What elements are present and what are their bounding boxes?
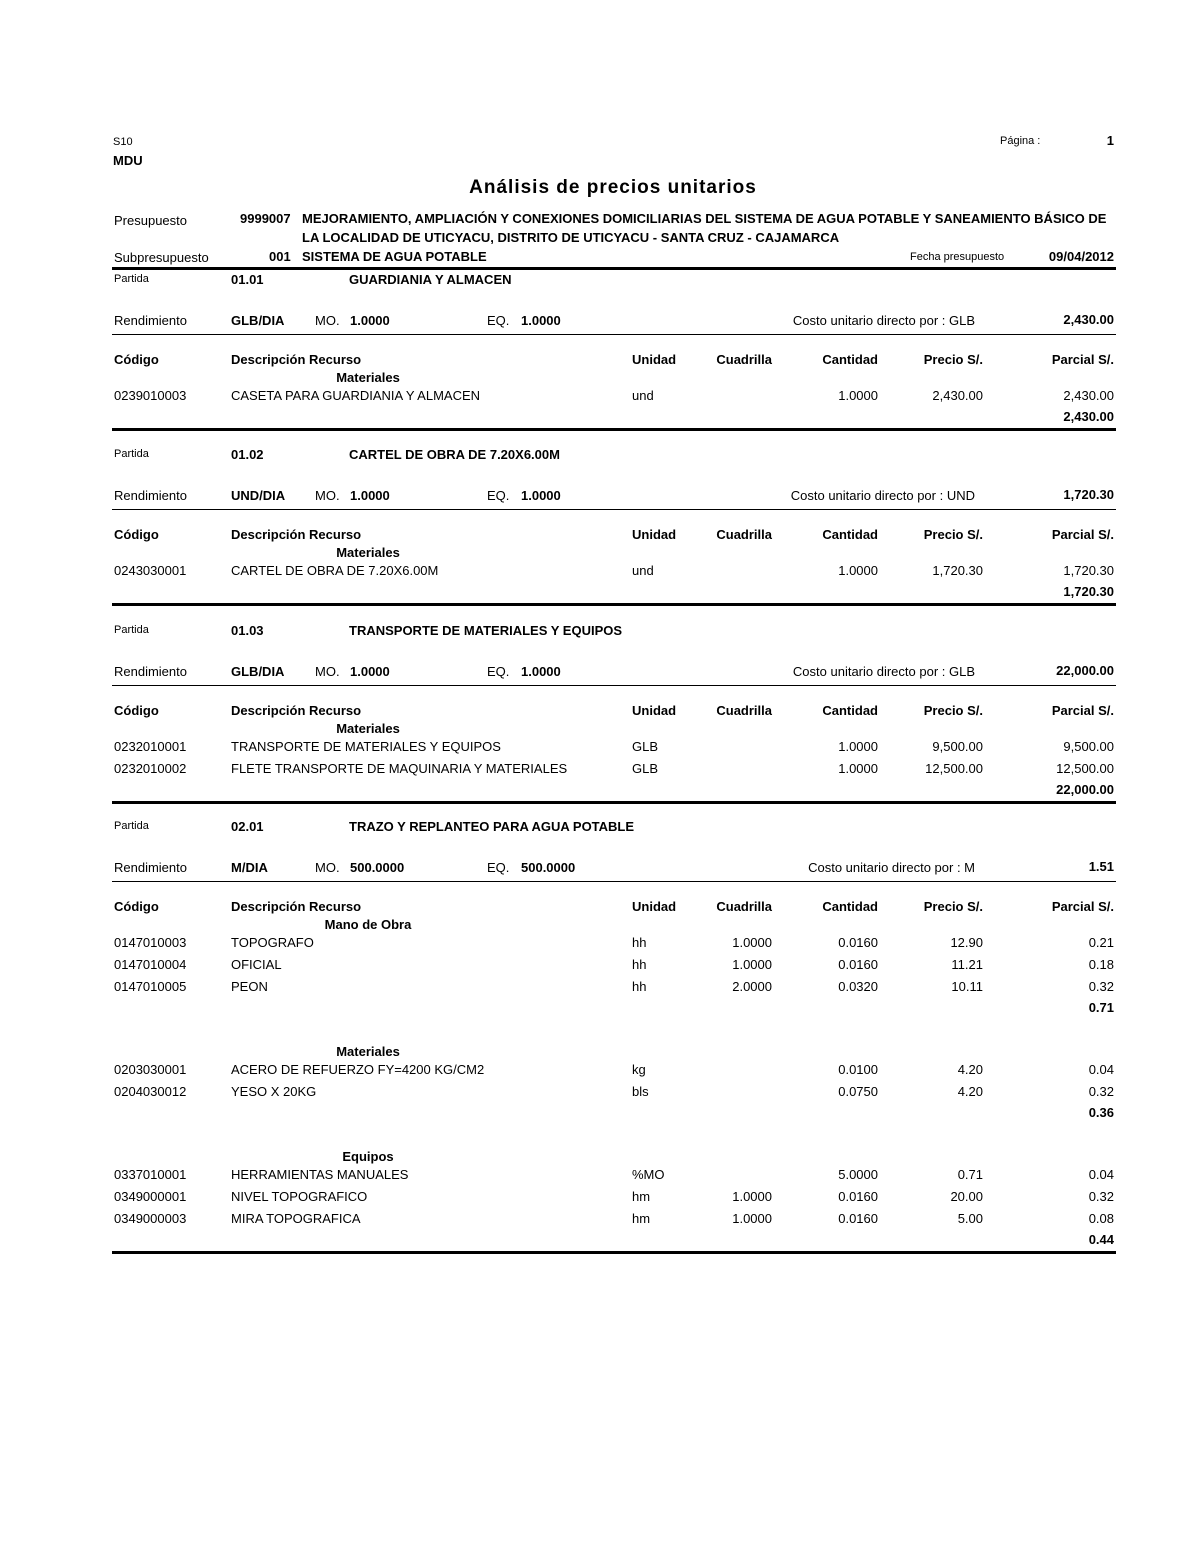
partida-divider [112,801,1116,804]
item-cantidad: 5.0000 [838,1167,878,1182]
partida-label: Partida [114,820,149,832]
item-parcial: 12,500.00 [1056,761,1114,776]
item-unidad: kg [632,1062,646,1077]
item-codigo: 0349000001 [114,1189,187,1204]
item-codigo: 0337010001 [114,1167,187,1182]
partida-divider [112,1251,1116,1254]
fecha-label: Fecha presupuesto [910,251,1005,263]
mo-label: MO. [315,860,340,875]
rendimiento-unit: UND/DIA [231,488,286,503]
item-unidad: und [632,563,654,578]
partida-name: TRANSPORTE DE MATERIALES Y EQUIPOS [349,623,623,638]
item-codigo: 0232010001 [114,739,187,754]
item-descripcion: CARTEL DE OBRA DE 7.20X6.00M [231,563,439,578]
item-cantidad: 1.0000 [838,563,878,578]
company-label: MDU [113,153,143,168]
group-subtotal: 22,000.00 [1056,782,1114,797]
item-codigo: 0147010004 [114,957,187,972]
item-descripcion: CASETA PARA GUARDIANIA Y ALMACEN [231,388,481,403]
mo-value: 1.0000 [350,664,390,679]
mo-value: 1.0000 [350,488,390,503]
partida-label: Partida [114,448,149,460]
eq-label: EQ. [487,313,510,328]
page-title: Análisis de precios unitarios [469,177,757,198]
item-codigo: 0204030012 [114,1084,187,1099]
item-precio: 9,500.00 [932,739,983,754]
col-header-unidad: Unidad [632,899,677,914]
col-header-descripcion: Descripción Recurso [231,352,362,367]
col-header-descripcion: Descripción Recurso [231,899,362,914]
rendimiento-label: Rendimiento [114,860,187,875]
rendimiento-divider [112,509,1116,510]
group-subtotal: 1,720.30 [1063,584,1114,599]
item-codigo: 0147010003 [114,935,187,950]
page-number: 1 [1106,133,1114,148]
item-descripcion: TOPOGRAFO [231,935,314,950]
item-descripcion: FLETE TRANSPORTE DE MAQUINARIA Y MATERIALES [231,761,568,776]
partida-code: 01.01 [231,272,264,287]
rendimiento-label: Rendimiento [114,488,187,503]
item-codigo: 0239010003 [114,388,187,403]
eq-label: EQ. [487,488,510,503]
rendimiento-label: Rendimiento [114,664,187,679]
item-unidad: bls [632,1084,649,1099]
costo-unitario-value: 2,430.00 [1063,312,1114,327]
item-cantidad: 0.0100 [838,1062,878,1077]
item-unidad: GLB [632,761,659,776]
col-header-cuadrilla: Cuadrilla [716,703,772,718]
item-cuadrilla: 1.0000 [732,935,772,950]
item-precio: 2,430.00 [932,388,983,403]
col-header-precio: Precio S/. [923,703,983,718]
group-title: Materiales [336,1044,400,1059]
item-cantidad: 0.0160 [838,957,878,972]
item-descripcion: HERRAMIENTAS MANUALES [231,1167,409,1182]
item-cantidad: 0.0320 [838,979,878,994]
col-header-cantidad: Cantidad [822,703,878,718]
item-parcial: 0.32 [1088,1084,1114,1099]
partida-label: Partida [114,273,149,285]
item-unidad: hm [632,1189,651,1204]
item-precio: 1,720.30 [932,563,983,578]
item-cantidad: 1.0000 [838,761,878,776]
col-header-unidad: Unidad [632,352,677,367]
presupuesto-desc-line2: LA LOCALIDAD DE UTICYACU, DISTRITO DE UTICYACU - SANTA CRUZ - CAJAMARCA [302,230,840,245]
col-header-parcial: Parcial S/. [1051,899,1114,914]
partida-name: TRAZO Y REPLANTEO PARA AGUA POTABLE [349,819,635,834]
rendimiento-divider [112,334,1116,335]
col-header-unidad: Unidad [632,527,677,542]
col-header-cuadrilla: Cuadrilla [716,899,772,914]
col-header-cuadrilla: Cuadrilla [716,527,772,542]
item-descripcion: NIVEL TOPOGRAFICO [231,1189,368,1204]
group-title: Equipos [342,1149,394,1164]
group-subtotal: 0.44 [1088,1232,1114,1247]
page-label: Página : [1000,135,1041,147]
col-header-parcial: Parcial S/. [1051,703,1114,718]
col-header-parcial: Parcial S/. [1051,352,1114,367]
item-parcial: 9,500.00 [1063,739,1114,754]
item-cantidad: 0.0160 [838,935,878,950]
mo-value: 1.0000 [350,313,390,328]
costo-unitario-label: Costo unitario directo por : M [808,860,975,875]
costo-unitario-value: 1.51 [1088,859,1114,874]
item-cuadrilla: 1.0000 [732,957,772,972]
col-header-cantidad: Cantidad [822,352,878,367]
group-subtotal: 0.36 [1088,1105,1114,1120]
partida-code: 01.03 [231,623,264,638]
item-cuadrilla: 1.0000 [732,1211,772,1226]
eq-value: 1.0000 [521,664,561,679]
mo-label: MO. [315,313,340,328]
col-header-descripcion: Descripción Recurso [231,703,362,718]
rendimiento-divider [112,881,1116,882]
rendimiento-unit: M/DIA [231,860,268,875]
item-descripcion: ACERO DE REFUERZO FY=4200 KG/CM2 [231,1062,485,1077]
group-subtotal: 0.71 [1088,1000,1114,1015]
item-parcial: 0.08 [1088,1211,1114,1226]
item-precio: 4.20 [957,1062,983,1077]
col-header-cantidad: Cantidad [822,899,878,914]
item-unidad: und [632,388,654,403]
eq-value: 1.0000 [521,313,561,328]
col-header-codigo: Código [114,527,159,542]
item-parcial: 0.21 [1088,935,1114,950]
costo-unitario-value: 1,720.30 [1063,487,1114,502]
group-subtotal: 2,430.00 [1063,409,1114,424]
item-parcial: 2,430.00 [1063,388,1114,403]
item-descripcion: YESO X 20KG [231,1084,317,1099]
group-title: Materiales [336,721,400,736]
item-descripcion: PEON [231,979,268,994]
partida-name: CARTEL DE OBRA DE 7.20X6.00M [349,447,560,462]
item-parcial: 0.04 [1088,1062,1114,1077]
col-header-precio: Precio S/. [923,899,983,914]
mo-label: MO. [315,488,340,503]
partida-name: GUARDIANIA Y ALMACEN [349,272,512,287]
col-header-precio: Precio S/. [923,527,983,542]
item-precio: 11.21 [951,957,983,972]
costo-unitario-label: Costo unitario directo por : GLB [792,664,975,679]
presupuesto-desc-line1: MEJORAMIENTO, AMPLIACIÓN Y CONEXIONES DOMICILIARIAS DEL SISTEMA DE AGUA POTABLE Y SANEAMIENTO BÁSICO DE [302,211,1107,226]
item-unidad: hh [632,957,647,972]
rendimiento-divider [112,685,1116,686]
group-title: Materiales [336,545,400,560]
item-unidad: hm [632,1211,651,1226]
col-header-cuadrilla: Cuadrilla [716,352,772,367]
item-precio: 12.90 [950,935,983,950]
col-header-unidad: Unidad [632,703,677,718]
item-unidad: %MO [632,1167,665,1182]
rendimiento-unit: GLB/DIA [231,313,285,328]
costo-unitario-label: Costo unitario directo por : GLB [792,313,975,328]
mo-label: MO. [315,664,340,679]
presupuesto-code: 9999007 [240,211,291,226]
item-descripcion: OFICIAL [231,957,282,972]
rendimiento-label: Rendimiento [114,313,187,328]
subpresupuesto-label: Subpresupuesto [114,250,209,265]
item-unidad: hh [632,979,647,994]
item-precio: 5.00 [957,1211,983,1226]
item-unidad: hh [632,935,647,950]
mo-value: 500.0000 [350,860,405,875]
item-descripcion: TRANSPORTE DE MATERIALES Y EQUIPOS [231,739,501,754]
item-codigo: 0243030001 [114,563,187,578]
item-parcial: 0.18 [1088,957,1114,972]
item-cantidad: 0.0160 [838,1189,878,1204]
item-codigo: 0203030001 [114,1062,187,1077]
item-cantidad: 1.0000 [838,739,878,754]
item-parcial: 0.32 [1088,1189,1114,1204]
item-precio: 12,500.00 [925,761,983,776]
presupuesto-label: Presupuesto [114,213,187,228]
group-title: Mano de Obra [324,917,412,932]
item-unidad: GLB [632,739,659,754]
item-codigo: 0349000003 [114,1211,187,1226]
eq-label: EQ. [487,860,510,875]
eq-value: 1.0000 [521,488,561,503]
eq-label: EQ. [487,664,510,679]
col-header-codigo: Código [114,899,159,914]
costo-unitario-label: Costo unitario directo por : UND [790,488,975,503]
eq-value: 500.0000 [521,860,576,875]
item-cantidad: 1.0000 [838,388,878,403]
item-precio: 4.20 [957,1084,983,1099]
item-precio: 10.11 [951,979,983,994]
header-divider [112,267,1116,270]
item-codigo: 0147010005 [114,979,187,994]
col-header-codigo: Código [114,352,159,367]
item-cuadrilla: 2.0000 [732,979,772,994]
partida-divider [112,603,1116,606]
group-title: Materiales [336,370,400,385]
col-header-codigo: Código [114,703,159,718]
subpresupuesto-desc: SISTEMA DE AGUA POTABLE [302,249,487,264]
system-label: S10 [113,136,133,148]
item-cantidad: 0.0160 [838,1211,878,1226]
item-precio: 20.00 [950,1189,983,1204]
col-header-descripcion: Descripción Recurso [231,527,362,542]
item-precio: 0.71 [957,1167,983,1182]
item-parcial: 0.32 [1088,979,1114,994]
partida-code: 01.02 [231,447,264,462]
col-header-cantidad: Cantidad [822,527,878,542]
item-cantidad: 0.0750 [838,1084,878,1099]
partida-label: Partida [114,624,149,636]
partida-code: 02.01 [231,819,264,834]
item-cuadrilla: 1.0000 [732,1189,772,1204]
item-descripcion: MIRA TOPOGRAFICA [231,1211,361,1226]
item-parcial: 0.04 [1088,1167,1114,1182]
fecha-value: 09/04/2012 [1048,249,1114,264]
item-codigo: 0232010002 [114,761,187,776]
rendimiento-unit: GLB/DIA [231,664,285,679]
subpresupuesto-code: 001 [269,249,291,264]
col-header-parcial: Parcial S/. [1051,527,1114,542]
item-parcial: 1,720.30 [1063,563,1114,578]
costo-unitario-value: 22,000.00 [1056,663,1114,678]
partida-divider [112,428,1116,431]
col-header-precio: Precio S/. [923,352,983,367]
